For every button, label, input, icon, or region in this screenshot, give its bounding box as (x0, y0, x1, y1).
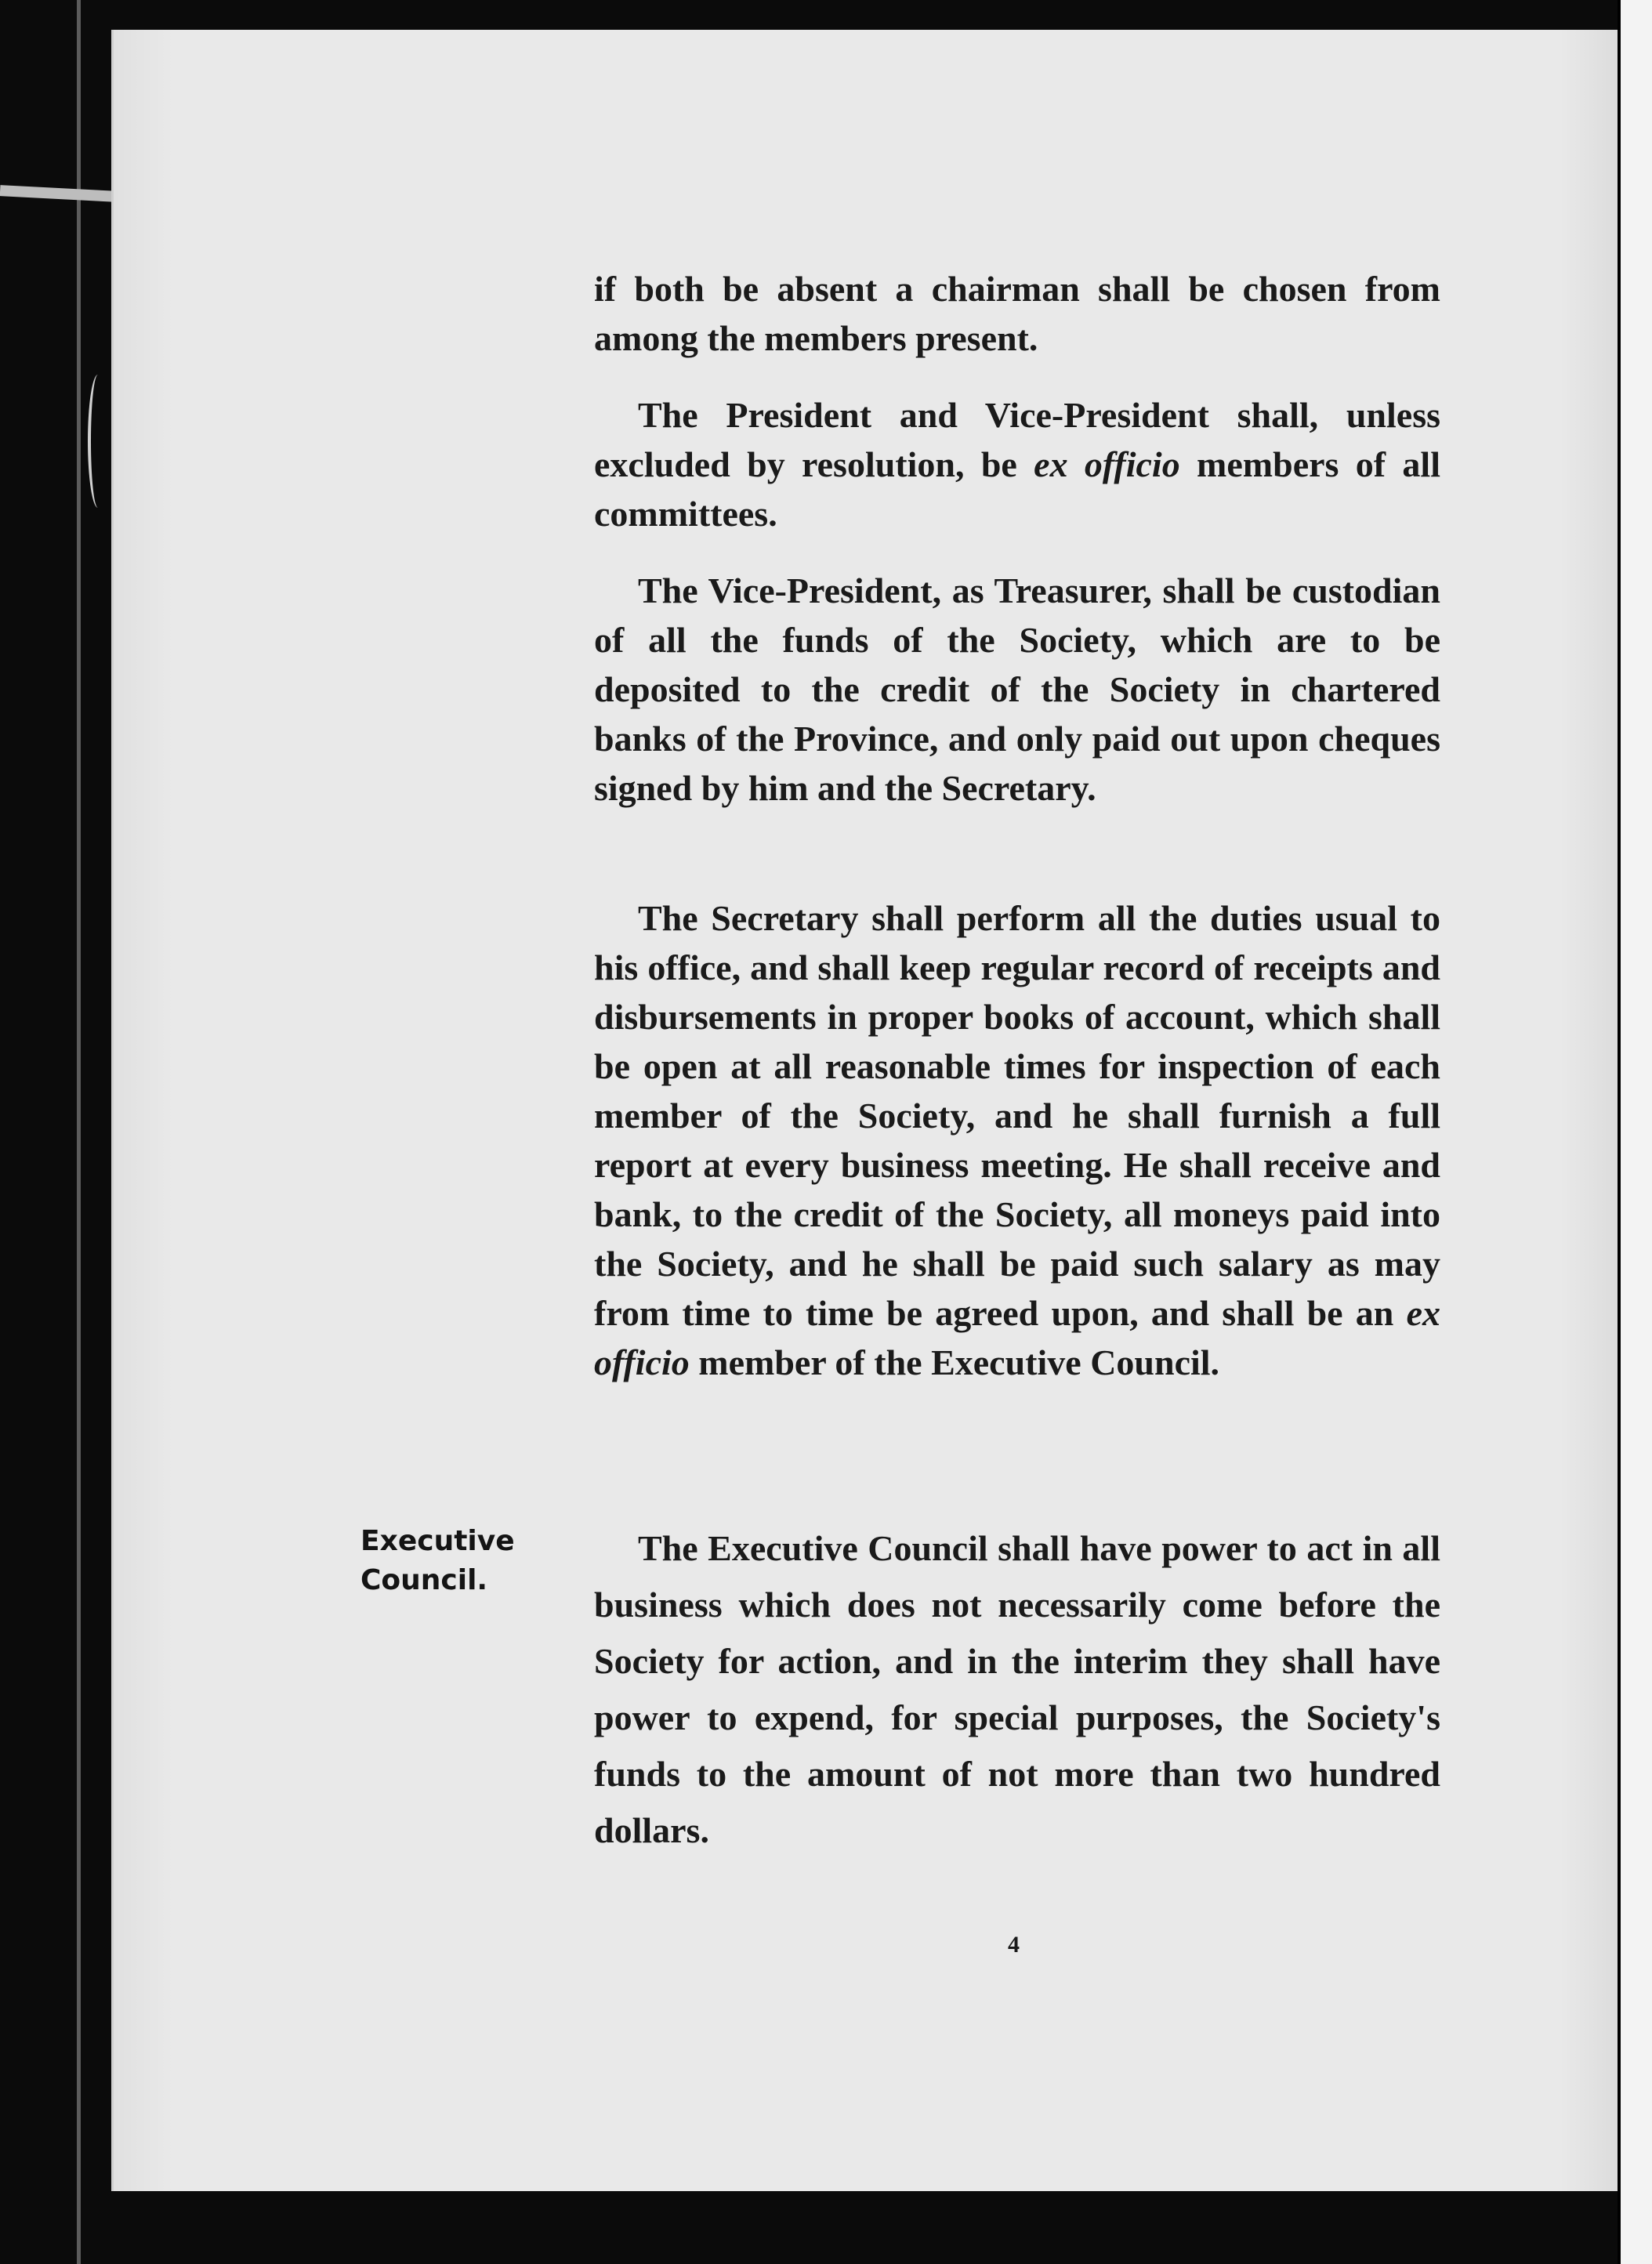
page-number: 4 (1008, 1932, 1020, 1958)
text-run: The Secretary shall perform all the duties usual to his office, and shall keep regular record of receipts and disbursements in proper books of account, which shall be open at all reasonable times for inspection of each member of the Society, and he shall furnish a full report at every business meeting. He shall receive and bank, to the credit of the Society, all moneys paid into the Society, and he shall be paid such salary as may from time to time be agreed upon, and shall be an (594, 898, 1440, 1333)
italic-phrase: ex officio (594, 1293, 1440, 1382)
paragraph (594, 1520, 1440, 1859)
paragraph (594, 264, 1440, 363)
text-run: if both be absent a chairman shall be chosen from among the members present. (594, 269, 1440, 358)
scan-artifact (0, 185, 118, 202)
margin-heading (360, 1522, 549, 1600)
margin-heading-line: Council. (360, 1564, 488, 1596)
text-run: The Executive Council shall have power to act in all business which does not necessarily come before the Society for action, and in the interim they shall have power to expend, for special purposes, the Society's funds to the amount of not more than two hundred dollars. (594, 1528, 1440, 1850)
paragraph (594, 566, 1440, 813)
margin-heading-line: Executive (360, 1525, 515, 1557)
italic-phrase: ex officio (1034, 444, 1180, 484)
scan-artifact (88, 375, 108, 508)
paragraph (594, 390, 1440, 538)
paragraph (594, 893, 1440, 1387)
text-run: The Vice-President, as Treasurer, shall be custodian of all the funds of the Society, which are to be deposited to the credit of the Society in chartered banks of the Province, and only paid out upon cheques signed by him and the Secretary. (594, 571, 1440, 808)
text-run: member of the Executive Council. (689, 1342, 1220, 1382)
text-run: The President and Vice-President shall, unless excluded by resolution, be (594, 395, 1440, 484)
page-edge (1618, 0, 1652, 2264)
binding-edge (77, 0, 81, 2264)
text-run: members of all committees. (594, 444, 1440, 534)
